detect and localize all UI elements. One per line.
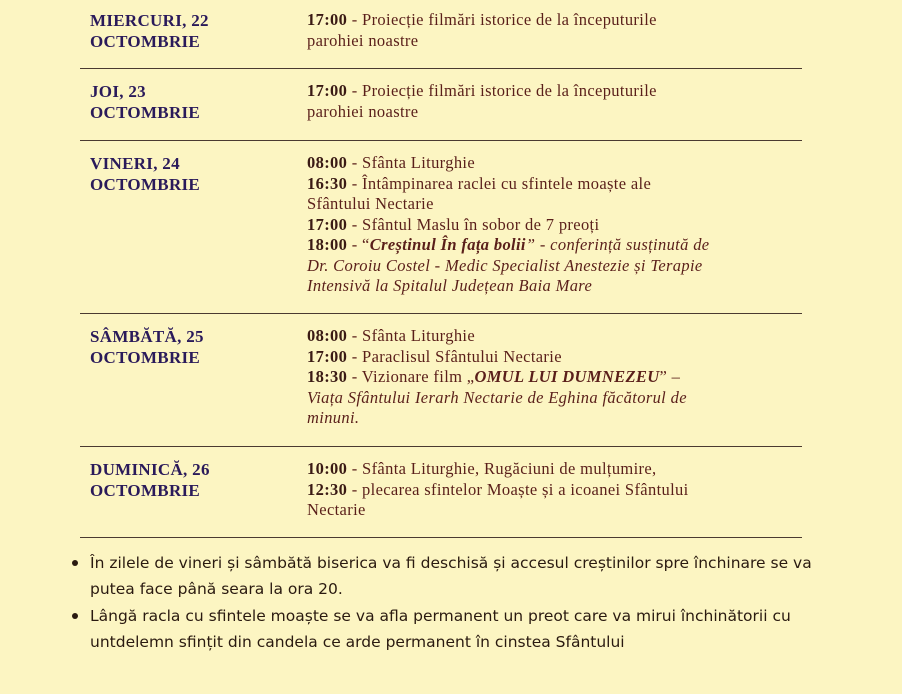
event-text: - Proiecție filmări istorice de la începuturile xyxy=(347,10,657,29)
film-description: minuni. xyxy=(307,408,360,427)
event-time: 17:00 xyxy=(307,214,348,234)
day-cell xyxy=(80,81,307,140)
event-line xyxy=(307,326,802,347)
event-line xyxy=(307,102,802,123)
event-time: 18:00 xyxy=(307,235,348,254)
day-label: JOI, 23 xyxy=(90,82,146,101)
event-line xyxy=(307,215,802,236)
schedule-row-duminica xyxy=(80,447,802,538)
day-label: SÂMBĂTĂ, 25 xyxy=(90,327,204,346)
event-text: parohiei noastre xyxy=(307,30,419,50)
events-cell xyxy=(307,459,802,537)
event-text: - Întâmpinarea raclei cu sfintele moaște ale xyxy=(347,173,652,193)
events-cell xyxy=(307,153,802,313)
event-text: - “ xyxy=(347,235,370,254)
film-title: OMUL LUI DUMNEZEU xyxy=(474,367,660,386)
event-text: Sfântului Nectarie xyxy=(307,194,434,213)
month-label: OCTOMBRIE xyxy=(90,481,201,500)
event-time: 08:00 xyxy=(307,153,348,172)
day-label: MIERCURI, 22 xyxy=(90,11,209,30)
conference-line xyxy=(307,235,802,256)
day-cell xyxy=(80,459,307,537)
event-time: 18:30 xyxy=(307,367,348,386)
day-cell xyxy=(80,326,307,446)
event-time: 10:00 xyxy=(307,459,348,478)
day-label: DUMINICĂ, 26 xyxy=(90,460,210,479)
notes-list xyxy=(70,550,860,656)
event-text: - Sfântul Maslu în sobor de 7 preoți xyxy=(347,214,600,234)
month-label: OCTOMBRIE xyxy=(90,32,201,51)
events-cell xyxy=(307,81,802,140)
conference-speaker: Dr. Coroiu Costel - Medic Specialist Anestezie și Terapie xyxy=(307,255,703,275)
event-line xyxy=(307,153,802,174)
note-text: În zilele de vineri și sâmbătă biserica va fi deschisă și accesul creștinilor spre închinare se va putea face până seara la ora 20. xyxy=(90,554,812,598)
event-text: - plecarea sfintelor Moaște și a icoanei Sfântului xyxy=(347,479,689,499)
event-text: - Vizionare film „ xyxy=(347,367,475,386)
note-item xyxy=(70,550,860,602)
bullet-icon xyxy=(72,560,78,566)
day-cell xyxy=(80,10,307,68)
event-line xyxy=(307,347,802,368)
event-line xyxy=(307,500,802,521)
schedule-row-miercuri xyxy=(80,0,802,69)
event-text: Nectarie xyxy=(307,500,366,519)
note-text: Lângă racla cu sfintele moaște se va afla permanent un preot care va mirui închinătorii cu untdelemn sfințit din candela ce arde permanent în cinstea Sfântului xyxy=(90,607,791,651)
event-time: 16:30 xyxy=(307,173,348,193)
schedule-row-vineri xyxy=(80,141,802,314)
event-time: 12:30 xyxy=(307,479,348,499)
film-description: Viața Sfântului Ierarh Nectarie de Eghina făcătorul de xyxy=(307,387,687,407)
event-time: 17:00 xyxy=(307,10,348,29)
day-cell xyxy=(80,153,307,313)
event-line xyxy=(307,31,802,52)
event-text: - Sfânta Liturghie xyxy=(347,326,476,345)
event-text: - Sfânta Liturghie xyxy=(347,153,476,172)
event-text: ” – xyxy=(659,367,681,386)
event-line xyxy=(307,174,802,195)
event-time: 17:00 xyxy=(307,81,348,100)
conference-title: Creștinul În fața bolii xyxy=(369,235,526,254)
events-cell xyxy=(307,10,802,68)
event-line xyxy=(307,10,802,31)
events-cell xyxy=(307,326,802,446)
conference-speaker: Intensivă la Spitalul Județean Baia Mare xyxy=(307,276,593,295)
event-text: ” - conferință susținută de xyxy=(525,235,710,254)
day-label: VINERI, 24 xyxy=(90,154,180,173)
note-item xyxy=(70,603,860,655)
schedule-row-joi xyxy=(80,69,802,141)
event-line xyxy=(307,81,802,102)
event-text: - Paraclisul Sfântului Nectarie xyxy=(347,346,562,366)
event-line xyxy=(307,459,802,480)
event-line xyxy=(307,480,802,501)
month-label: OCTOMBRIE xyxy=(90,175,201,194)
month-label: OCTOMBRIE xyxy=(90,103,201,122)
film-line xyxy=(307,367,802,388)
event-text: - Proiecție filmări istorice de la începuturile xyxy=(347,81,657,100)
event-line xyxy=(307,194,802,215)
bullet-icon xyxy=(72,613,78,619)
event-text: parohiei noastre xyxy=(307,101,419,121)
schedule-table xyxy=(80,0,802,538)
event-time: 17:00 xyxy=(307,346,348,366)
schedule-row-sambata xyxy=(80,314,802,447)
month-label: OCTOMBRIE xyxy=(90,348,201,367)
event-time: 08:00 xyxy=(307,326,348,345)
event-text: - Sfânta Liturghie, Rugăciuni de mulțumire, xyxy=(347,459,657,478)
